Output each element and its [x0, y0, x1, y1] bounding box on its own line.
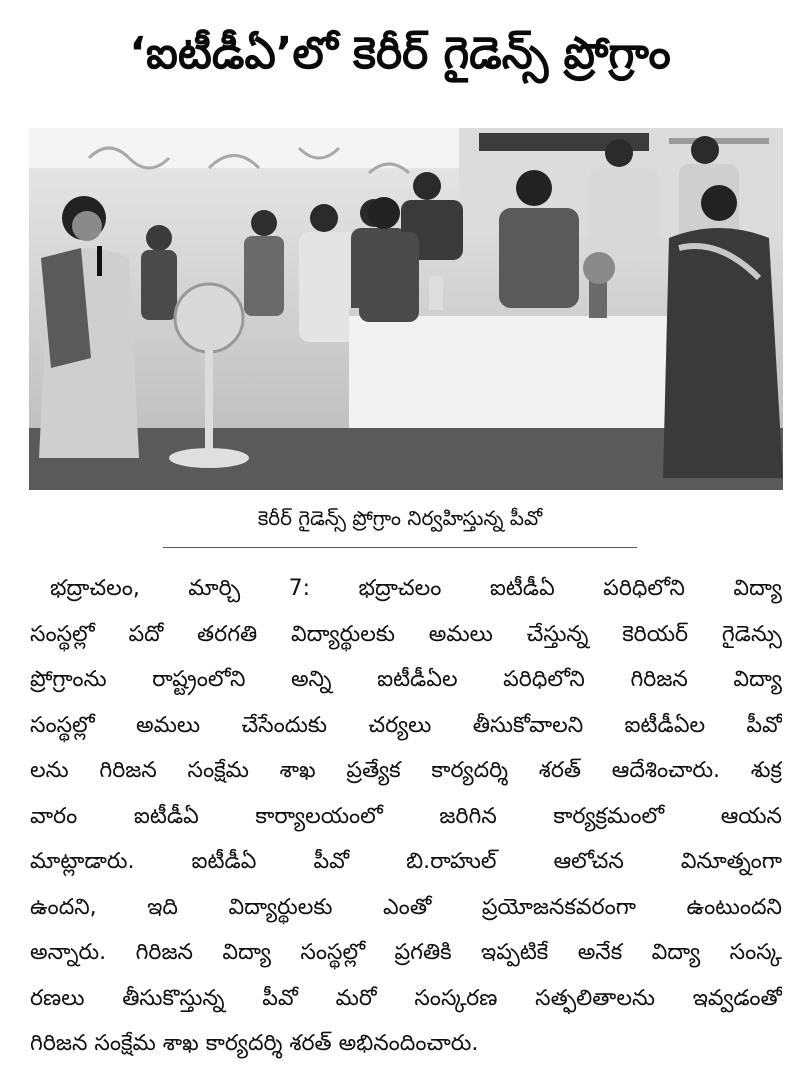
body-line: వారం ఐటీడీఏ కార్యాలయంలో జరిగిన కార్యక్రమంలో ఆయన — [30, 803, 782, 829]
body-line: భద్రాచలం, మార్చి 7: భద్రాచలం ఐటీడీఏ పరిధిలోని విద్యా — [50, 576, 782, 601]
body-line: ఉందని, ఇది విద్యార్థులకు ఎంతో ప్రయోజనకవరంగా ఉంటుందని — [30, 894, 782, 920]
caption-divider — [163, 547, 637, 548]
photo-caption: కెరీర్ గైడెన్స్ ప్రోగ్రాం నిర్వహిస్తున్న పీవో — [257, 506, 543, 530]
body-line: ప్రోగ్రాంను రాష్ట్రంలోని అన్ని ఐటీడీఏల పరిధిలోని గిరిజన విద్యా — [30, 667, 782, 692]
body-line: మాట్లాడారు. ఐటీడీఏ పీవో బి.రాహుల్ ఆలోచన వినూత్నంగా — [30, 849, 782, 874]
body-line: రణలు తీసుకొస్తున్న పీవో మరో సంస్కరణ సత్ఫలితాలను ఇవ్వడంతో — [30, 985, 782, 1011]
body-line: అన్నారు. గిరిజన విద్యా సంస్థల్లో ప్రగతికి ఇప్పటికే అనేక విద్యా సంస్క — [30, 940, 782, 965]
body-line: లను గిరిజన సంక్షేమ శాఖ ప్రత్యేక కార్యదర్శి శరత్ ఆదేశించారు. శుక్ర — [30, 758, 782, 783]
event-photo — [29, 128, 783, 490]
body-line: గిరిజన సంక్షేమ శాఖ కార్యదర్శి శరత్ అభినందించారు. — [30, 1031, 479, 1056]
body-line: సంస్థల్లో పదో తరగతి విద్యార్థులకు అమలు చేస్తున్న కెరియర్ గైడెన్సు — [30, 621, 782, 647]
headline: ‘ఐటీడీఏ’లో కెరీర్ గైడెన్స్ ప్రోగ్రాం — [129, 28, 671, 79]
body-line: సంస్థల్లో అమలు చేసేందుకు చర్యలు తీసుకోవాలని ఐటీడీఏల పీవో — [30, 712, 782, 738]
article-body — [30, 566, 782, 1067]
